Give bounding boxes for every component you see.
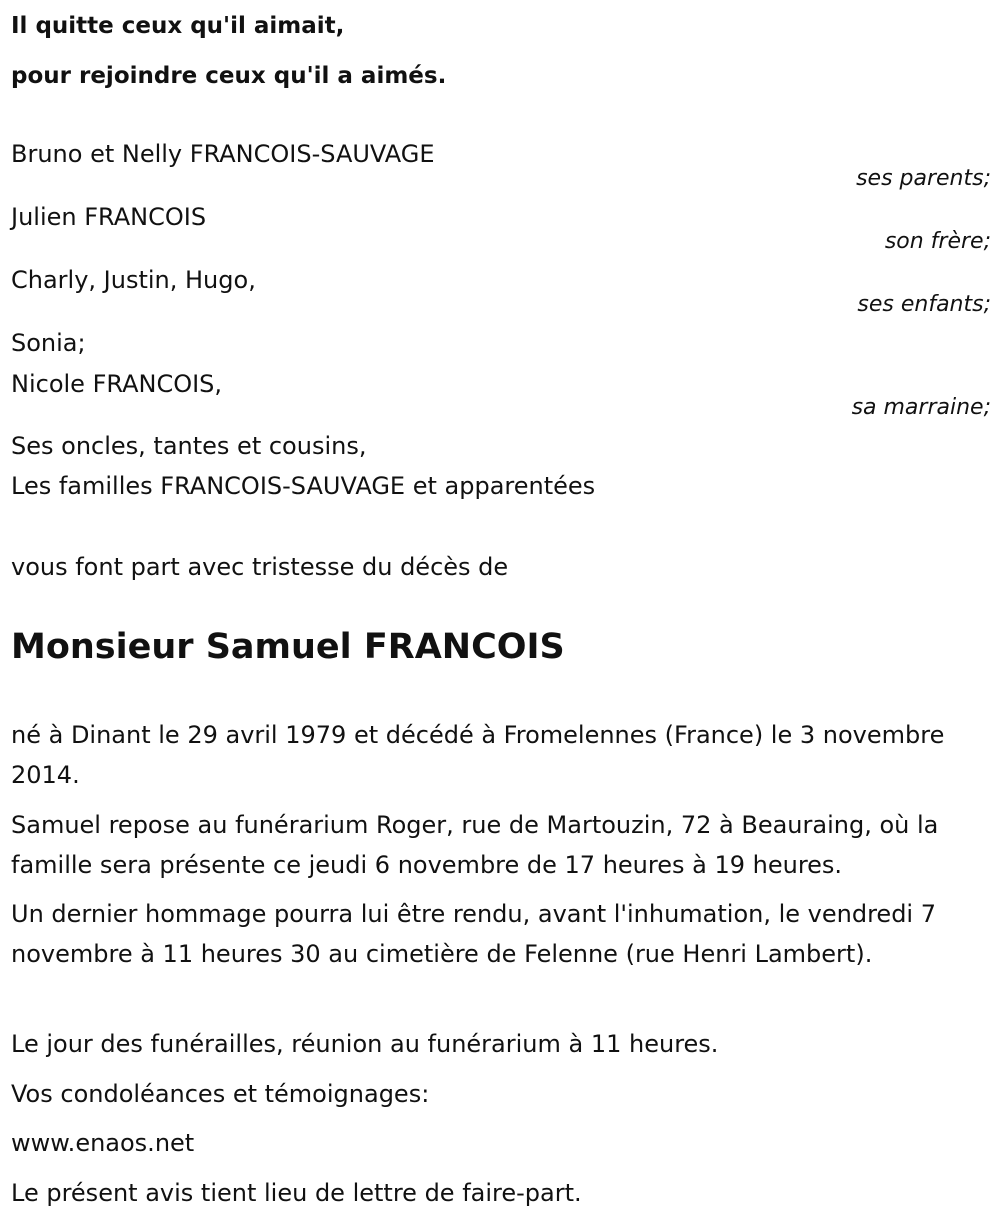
epigraph-line-1: Il quitte ceux qu'il aimait,	[11, 13, 345, 39]
visitation-paragraph: Samuel repose au funérarium Roger, rue de Martouzin, 72 à Beauraing, où la famille sera présente ce jeudi 6 novembre de 17 heures à 19 heures.	[11, 811, 939, 879]
website-text: www.enaos.net	[11, 1129, 195, 1157]
family-name-brother: Julien FRANCOIS	[11, 203, 207, 231]
relatives-line-2: Les familles FRANCOIS-SAUVAGE et apparentées	[11, 472, 596, 500]
family-name-parents: Bruno et Nelly FRANCOIS-SAUVAGE	[11, 140, 435, 168]
family-name-children: Charly, Justin, Hugo,	[11, 266, 256, 294]
family-role-godmother: sa marraine;	[851, 395, 991, 420]
deceased-name: Monsieur Samuel FRANCOIS	[11, 627, 565, 667]
tribute-paragraph: Un dernier hommage pourra lui être rendu, avant l'inhumation, le vendredi 7 novembre à 11 heures 30 au cimetière de Felenne (rue Henri Lambert).	[11, 900, 936, 968]
family-name-godmother: Nicole FRANCOIS,	[11, 370, 223, 398]
family-role-brother: son frère;	[884, 229, 991, 254]
family-role-children: ses enfants;	[857, 292, 991, 317]
family-role-parents: ses parents;	[856, 166, 991, 191]
notice-footer: Le présent avis tient lieu de lettre de faire-part.	[11, 1179, 582, 1207]
announcement-text: vous font part avec tristesse du décès de	[11, 553, 509, 581]
relatives-line-1: Ses oncles, tantes et cousins,	[11, 432, 367, 460]
family-name-sonia: Sonia;	[11, 329, 86, 357]
condolences-label: Vos condoléances et témoignages:	[11, 1080, 430, 1108]
funeral-meeting-paragraph: Le jour des funérailles, réunion au funérarium à 11 heures.	[11, 1030, 719, 1058]
epigraph-line-2: pour rejoindre ceux qu'il a aimés.	[11, 63, 447, 89]
birth-death-paragraph: né à Dinant le 29 avril 1979 et décédé à Fromelennes (France) le 3 novembre 2014.	[11, 721, 945, 789]
